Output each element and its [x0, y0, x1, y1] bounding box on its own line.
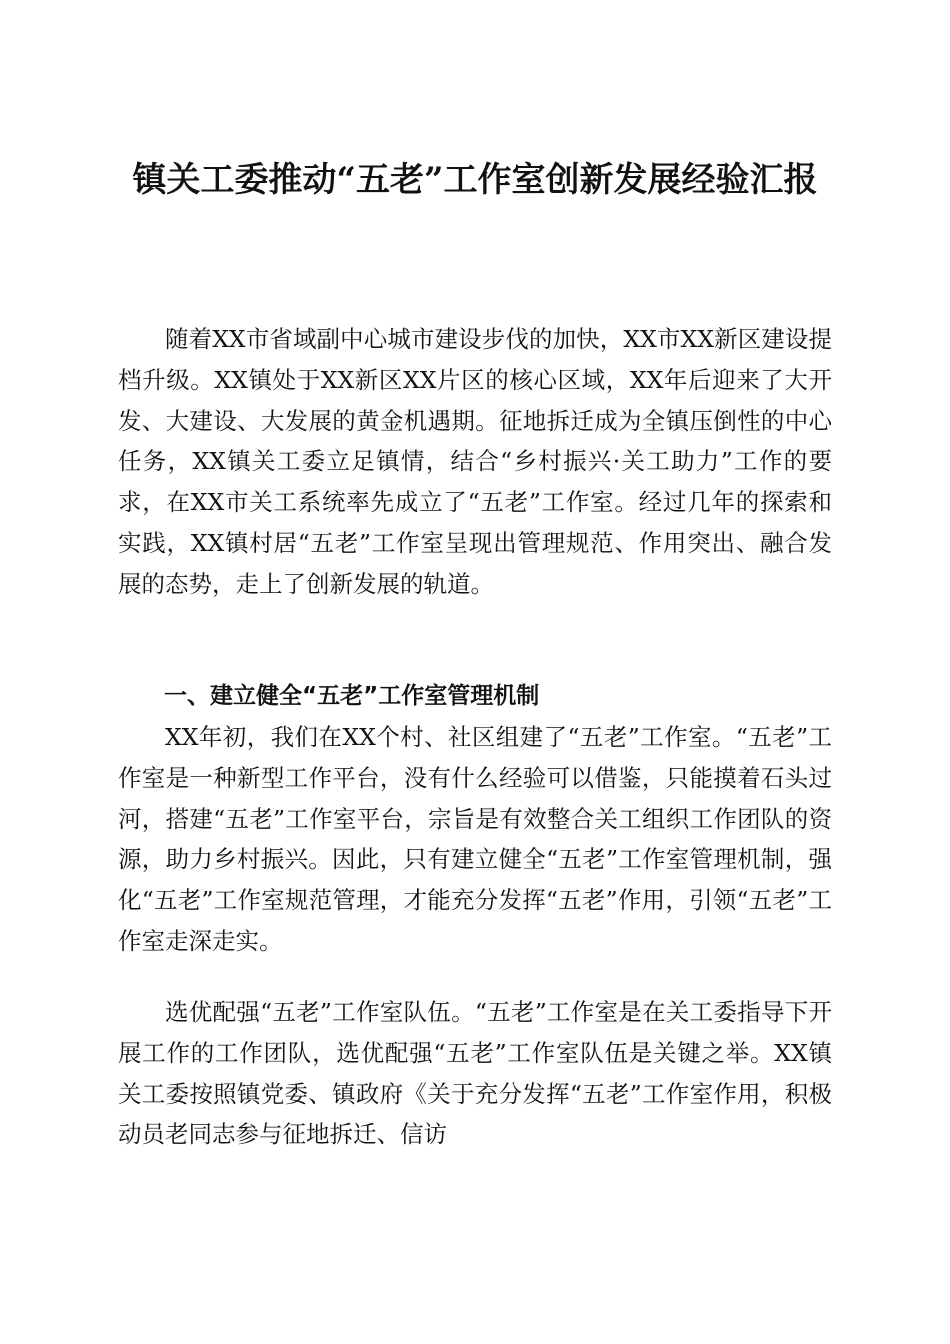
intro-paragraph: 随着XX市省域副中心城市建设步伐的加快，XX市XX新区建设提档升级。XX镇处于XX新区XX片区的核心区域，XX年后迎来了大开发、大建设、大发展的黄金机遇期。征地拆迁成为全镇压倒性的中心任务，XX镇关工委立足镇情，结合“乡村振兴·关工助力”工作的要求，在XX市关工系统率先成立了“五老”工作室。经过几年的探索和实践，XX镇村居“五老”工作室呈现出管理规范、作用突出、融合发展的态势，走上了创新发展的轨道。: [118, 325, 832, 598]
paragraph-2: XX年初，我们在XX个村、社区组建了“五老”工作室。“五老”工作室是一种新型工作平台，没有什么经验可以借鉴，只能摸着石头过河，搭建“五老”工作室平台，宗旨是有效整合关工组织工作团队的资源，助力乡村振兴。因此，只有建立健全“五老”工作室管理机制，强化“五老”工作室规范管理，才能充分发挥“五老”作用，引领“五老”工作室走深走实。: [118, 723, 832, 955]
paragraph-3: 选优配强“五老”工作室队伍。“五老”工作室是在关工委指导下开展工作的工作团队，选优配强“五老”工作室队伍是关键之举。XX镇关工委按照镇党委、镇政府《关于充分发挥“五老”工作室作用，积极动员老同志参与征地拆迁、信访: [118, 998, 832, 1149]
section-heading-1: 一、建立健全“五老”工作室管理机制: [164, 683, 540, 709]
document-title: 镇关工委推动“五老”工作室创新发展经验汇报: [132, 160, 818, 200]
